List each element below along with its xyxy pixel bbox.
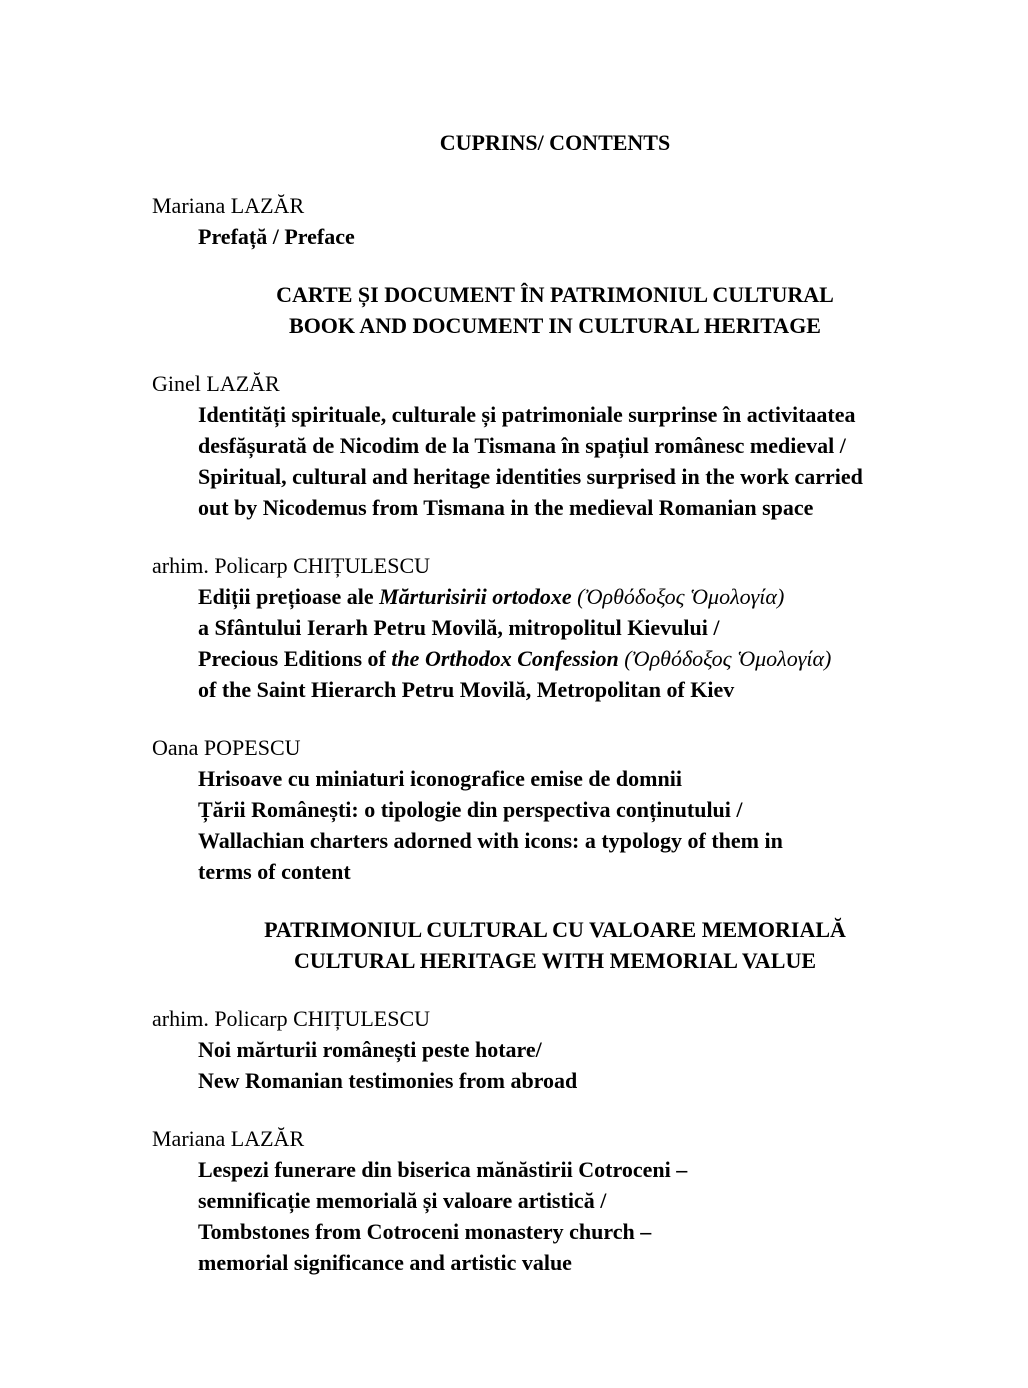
title-segment: Țării Românești: o tipologie din perspectiva conținutului / — [198, 797, 743, 822]
entry-title-line — [198, 221, 958, 252]
title-segment: Identități spirituale, culturale și patrimoniale surprinse în activitaatea — [198, 402, 856, 427]
title-segment: New Romanian testimonies from abroad — [198, 1068, 578, 1093]
section-heading-line: CULTURAL HERITAGE WITH MEMORIAL VALUE — [293, 948, 817, 973]
section-heading-line: BOOK AND DOCUMENT IN CULTURAL HERITAGE — [289, 313, 821, 338]
entry-title-line — [198, 1185, 958, 1216]
title-segment: Hrisoave cu miniaturi iconografice emise de domnii — [198, 766, 682, 791]
title-segment: (Ὀρθόδοξος Ὁμολογία) — [577, 584, 785, 609]
toc-entry — [152, 550, 958, 705]
entry-title-line — [198, 1065, 958, 1096]
title-segment: Precious Editions of — [198, 646, 392, 671]
entry-title-line — [198, 461, 958, 492]
entry-title — [198, 581, 958, 705]
title-segment: the Orthodox Confession — [391, 646, 625, 671]
author-name: Mariana LAZĂR — [152, 1126, 305, 1151]
entry-title-line — [198, 856, 958, 887]
title-segment: Prefață / Preface — [198, 224, 355, 249]
entry-title-line — [198, 1216, 958, 1247]
contents-list — [152, 190, 958, 1278]
author-name: arhim. Policarp CHIȚULESCU — [152, 553, 431, 578]
author-name: Mariana LAZĂR — [152, 193, 305, 218]
toc-entry — [152, 1123, 958, 1278]
entry-title-line — [198, 1154, 958, 1185]
page-title: CUPRINS/ CONTENTS — [439, 130, 671, 155]
title-segment: Ediții prețioase ale — [198, 584, 380, 609]
title-segment: Noi mărturii românești peste hotare/ — [198, 1037, 542, 1062]
title-segment: Tombstones from Cotroceni monastery church – — [198, 1219, 652, 1244]
entry-title-line — [198, 612, 958, 643]
toc-entry — [152, 190, 958, 252]
title-segment: of the Saint Hierarch Petru Movilă, Metropolitan of Kiev — [198, 677, 735, 702]
author-name: arhim. Policarp CHIȚULESCU — [152, 1006, 431, 1031]
section-heading-line: PATRIMONIUL CULTURAL CU VALOARE MEMORIALĂ — [264, 917, 846, 942]
section-heading-line: CARTE ȘI DOCUMENT ÎN PATRIMONIUL CULTURAL — [276, 282, 834, 307]
title-segment: out by Nicodemus from Tismana in the medieval Romanian space — [198, 495, 814, 520]
toc-entry — [152, 368, 958, 523]
entry-title — [198, 399, 958, 523]
title-segment: Spiritual, cultural and heritage identities surprised in the work carried — [198, 464, 863, 489]
title-segment: memorial significance and artistic value — [198, 1250, 572, 1275]
entry-title-line — [198, 581, 958, 612]
entry-title-line — [198, 1034, 958, 1065]
title-segment: semnificație memorială și valoare artistică / — [198, 1188, 607, 1213]
title-segment: Mărturisirii ortodoxe — [379, 584, 578, 609]
title-segment: terms of content — [198, 859, 351, 884]
title-segment: Wallachian charters adorned with icons: a typology of them in — [198, 828, 783, 853]
entry-title — [198, 221, 958, 252]
entry-title-line — [198, 674, 958, 705]
entry-title — [198, 1034, 958, 1096]
toc-entry — [152, 732, 958, 887]
title-segment: a Sfântului Ierarh Petru Movilă, mitropolitul Kievului / — [198, 615, 720, 640]
entry-title-line — [198, 825, 958, 856]
title-segment: (Ὀρθόδοξος Ὁμολογία) — [624, 646, 832, 671]
entry-title-line — [198, 1247, 958, 1278]
entry-title-line — [198, 430, 958, 461]
entry-title-line — [198, 399, 958, 430]
toc-entry — [152, 1003, 958, 1096]
entry-title-line — [198, 492, 958, 523]
author-name: Ginel LAZĂR — [152, 371, 280, 396]
section-heading — [152, 914, 958, 976]
title-segment: Lespezi funerare din biserica mănăstirii Cotroceni – — [198, 1157, 688, 1182]
entry-title-line — [198, 643, 958, 674]
entry-title — [198, 763, 958, 887]
author-name: Oana POPESCU — [152, 735, 301, 760]
entry-title-line — [198, 763, 958, 794]
section-heading — [152, 279, 958, 341]
entry-title-line — [198, 794, 958, 825]
entry-title — [198, 1154, 958, 1278]
title-segment: desfășurată de Nicodim de la Tismana în spațiul românesc medieval / — [198, 433, 846, 458]
